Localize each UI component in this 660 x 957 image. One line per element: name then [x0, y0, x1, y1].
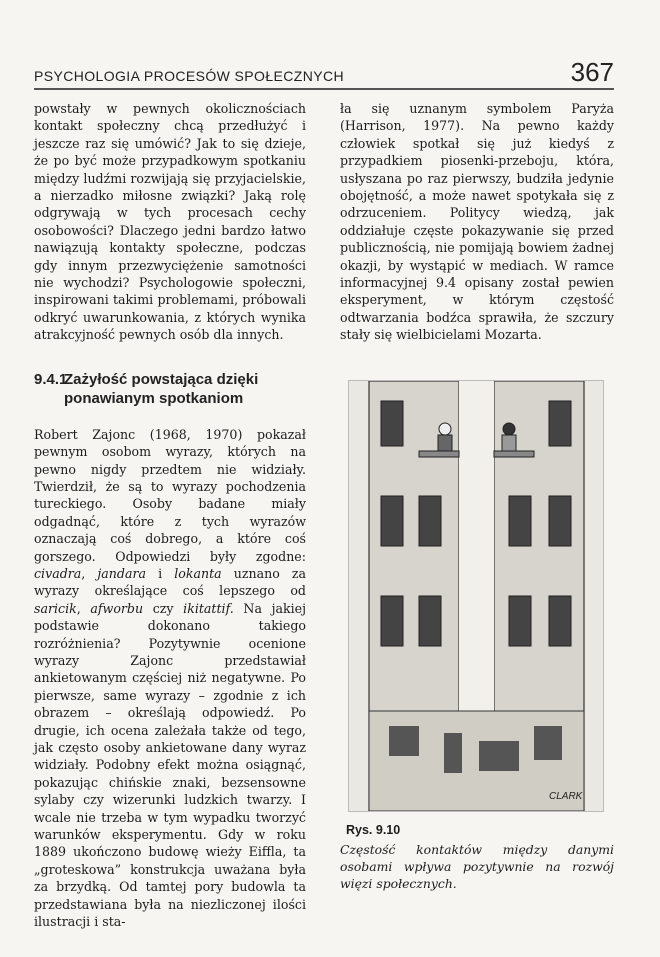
- eiffel-continuation-paragraph: ła się uznanym symbolem Paryża (Harrison, 1977). Na pewno każdy człowiek spotkał się już kiedyś z przypadkiem piosenki-przeboju, która, usłyszana po raz pierwszy, budziła jedynie obojętność, a może nawet spotykała się z odrzuceniem. Politycy wiedzą, jak oddziałuje częste pokazywanie się przed publicznością, nie pomijają bowiem żadnej okazji, by wystąpić w mediach. W ramce informacyjnej 9.4 opisany został pewien eksperyment, w którym częstość odtwarzania bodźca sprawiła, że szczury stały się wielbicielami Mozarta.: [340, 101, 614, 343]
- right-column: [340, 100, 614, 892]
- word-jandara: jandara: [97, 565, 147, 581]
- text-run: uznano za wyrazy określające coś lepszego od: [34, 565, 306, 599]
- page-number: 367: [570, 57, 614, 87]
- figure-caption-text: Częstość kontaktów między danymi osobami wpływa pozytywnie na rozwój więzi społecznych.: [340, 842, 614, 892]
- text-run: i: [146, 565, 175, 581]
- section-heading: [34, 370, 306, 408]
- right-balcony: [494, 451, 534, 457]
- word-saricik: saricik: [34, 600, 77, 616]
- left-balcony: [419, 451, 459, 457]
- left-column: [34, 100, 306, 930]
- header-rule: [34, 88, 614, 90]
- page-header: [34, 56, 614, 88]
- word-ikitattif: ikitattif.: [183, 600, 234, 616]
- section-number: 9.4.1: [34, 370, 68, 388]
- man-figure: [438, 423, 452, 451]
- text-run: ,: [76, 600, 91, 616]
- running-title: PSYCHOLOGIA PROCESÓW SPOŁECZNYCH: [34, 68, 344, 84]
- text-run: czy: [143, 600, 184, 616]
- woman-figure: [502, 423, 516, 451]
- text-run: Robert Zajonc (1968, 1970) pokazał pewnym osobom wyrazy, których na pewno nigdy przedtem nie widziały. Twierdził, że są to wyrazy pochodzenia tureckiego. Osoby badane miały odgadnąć, które z tych wyrazów oznaczają coś dobrego, a które coś gorszego. Odpowiedzi były zgodne:: [34, 426, 306, 564]
- word-afworbu: afworbu: [90, 600, 144, 616]
- text-run: Na jakiej podstawie dokonano takiego rozróżnienia? Pozytywnie ocenione wyrazy Zajonc przedstawiał ankietowanym częściej niż negatywne. Po pierwsze, same wyrazy – zgodnie z ich obrazem – określają odpowiedź. Po drugie, ich ocena zależała także od tego, jak często osoby ankietowane dany wyraz widziały. Podobny efekt można osiągnąć, pokazując chińskie znaki, bezsensowne sylaby czy wizerunki ludzkich twarzy. I wcale nie trzeba w tym wypadku tworzyć warunków eksperymentu. Gdy w roku 1889 ukończono budowę wieży Eiffla, ta „groteskowa” konstrukcja uważana była za brzydką. Od tamtej pory budowla ta przedstawiana była na niezliczonej ilości ilustracji i sta-: [34, 600, 307, 930]
- section-title: Zażyłość powstająca dzięki ponawianym spotkaniom: [64, 370, 259, 407]
- zajonc-paragraph: [34, 426, 306, 931]
- artist-signature: CLARK: [549, 790, 583, 802]
- text-run: ,: [81, 565, 98, 581]
- word-civadra: civadra: [34, 565, 82, 581]
- figure-caption-label: Rys. 9.10: [346, 822, 401, 837]
- cartoon-figure: [348, 380, 604, 812]
- word-lokanta: lokanta: [174, 565, 222, 581]
- cartoon-illustration: [349, 381, 603, 811]
- intro-paragraph: powstały w pewnych okolicznościach kontakt społeczny chcą przedłużyć i jeszcze raz się umówić? Jak to się dzieje, że po być może przypadkowym spotkaniu między ludźmi rozwijają się przyjacielskie, a nierzadko miłosne związki? Jaką rolę odgrywają w tych procesach cechy osobowości? Dlaczego jedni bardzo łatwo nawiązują kontakty społeczne, podczas gdy innym przezwyciężenie samotności nie wychodzi? Psychologowie społeczni, inspirowani takimi problemami, próbowali odkryć uwarunkowania, z których wynika atrakcyjność pewnych osób dla innych.: [34, 101, 306, 343]
